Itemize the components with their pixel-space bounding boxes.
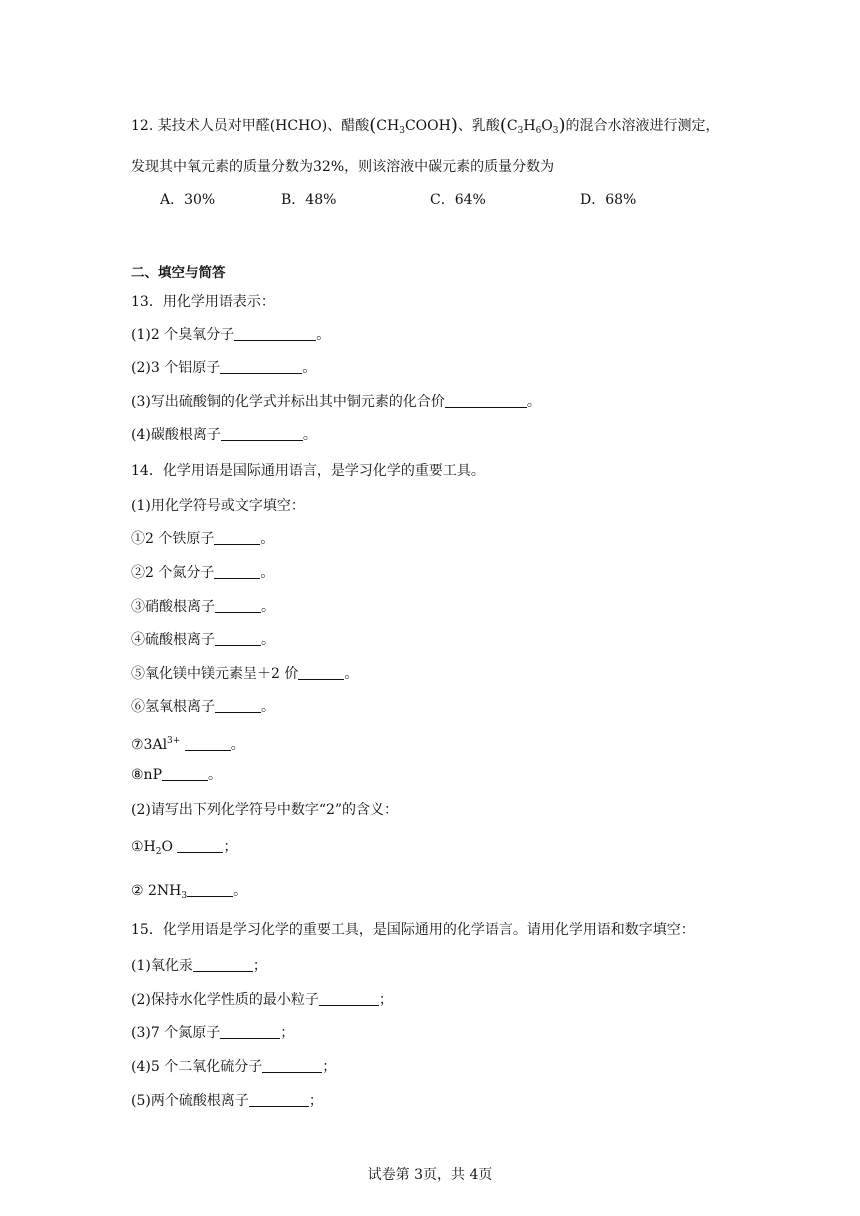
q12-option-a: A．30% bbox=[160, 192, 216, 208]
answer-blank[interactable] bbox=[162, 766, 208, 781]
q14-h2o: $①H_2O$ ； bbox=[131, 839, 238, 857]
answer-blank[interactable] bbox=[214, 530, 260, 545]
answer-blank[interactable] bbox=[234, 326, 316, 341]
q12-option-d: D．68% bbox=[580, 192, 637, 208]
answer-blank[interactable] bbox=[220, 359, 302, 374]
q14-item-5: ⑤氧化镁中镁元素呈＋2 价 。 bbox=[131, 666, 359, 682]
q14-sub1: (1)用化学符号或文字填空： bbox=[131, 498, 305, 514]
answer-blank[interactable] bbox=[215, 631, 261, 646]
answer-blank[interactable] bbox=[215, 698, 261, 713]
answer-blank[interactable] bbox=[214, 564, 260, 579]
q14-item-8: ⑧nP 。 bbox=[131, 767, 222, 783]
lactic-acid-formula: $C_3H_6O_3$ bbox=[506, 118, 559, 136]
q14-stem: 14．化学用语是国际通用语言，是学习化学的重要工具。 bbox=[131, 463, 485, 479]
q13-stem: 13．用化学用语表示： bbox=[131, 294, 275, 310]
q15-item-1: (1)氧化汞 ； bbox=[131, 958, 267, 974]
q13-item-1: (1)2 个臭氧分子 。 bbox=[131, 327, 331, 343]
q15-item-2: (2)保持水化学性质的最小粒子 ； bbox=[131, 992, 393, 1008]
q12-line2: 发现其中氧元素的质量分数为32%，则该溶液中碳元素的质量分数为 bbox=[131, 159, 555, 175]
q14-item-4: ④硫酸根离子 。 bbox=[131, 632, 275, 648]
answer-blank[interactable] bbox=[445, 393, 527, 408]
q15-item-3: (3)7 个氮原子 ； bbox=[131, 1025, 295, 1041]
answer-blank[interactable] bbox=[249, 1092, 309, 1107]
q13-item-4: (4)碳酸根离子 。 bbox=[131, 427, 317, 443]
answer-blank[interactable] bbox=[319, 991, 379, 1006]
q14-item-3: ③硝酸根离子 。 bbox=[131, 599, 275, 615]
answer-blank[interactable] bbox=[221, 426, 303, 441]
q12-line1: 12. 某技术人员对甲醛(HCHO)、醋酸$(CH_3COOH)$、乳酸$(C_3H_6O_3)$的混合水溶液进行测定， bbox=[131, 115, 720, 136]
answer-blank[interactable] bbox=[177, 838, 223, 853]
q14-item-6: ⑥氢氧根离子 。 bbox=[131, 699, 275, 715]
q14-item-7: $⑦3Al^{3+}$ 。 bbox=[131, 736, 245, 753]
q12-option-c: C．64% bbox=[430, 192, 486, 208]
q14-item-1: ①2 个铁原子 。 bbox=[131, 531, 275, 547]
q15-stem: 15．化学用语是学习化学的重要工具，是国际通用的化学语言。请用化学用语和数字填空： bbox=[131, 922, 695, 938]
q15-item-5: (5)两个硫酸根离子 ； bbox=[131, 1093, 323, 1109]
section-heading: 二、填空与简答 bbox=[131, 265, 226, 281]
acetic-acid-formula: $CH_3COOH$ bbox=[376, 118, 451, 136]
answer-blank[interactable] bbox=[187, 882, 233, 897]
q14-nh3: ② $2NH_3$ 。 bbox=[131, 883, 248, 901]
answer-blank[interactable] bbox=[262, 1058, 322, 1073]
answer-blank[interactable] bbox=[215, 598, 261, 613]
q14-sub2: (2)请写出下列化学符号中数字“2”的含义： bbox=[131, 802, 399, 818]
q12-option-b: B．48% bbox=[281, 192, 337, 208]
q15-item-4: (4)5 个二氧化硫分子 ； bbox=[131, 1059, 337, 1075]
q13-item-2: (2)3 个铝原子 。 bbox=[131, 360, 317, 376]
answer-blank[interactable] bbox=[220, 1024, 280, 1039]
q13-item-3: (3)写出硫酸铜的化学式并标出其中铜元素的化合价 。 bbox=[131, 394, 541, 410]
q14-item-2: ②2 个氮分子 。 bbox=[131, 565, 275, 581]
answer-blank[interactable] bbox=[193, 957, 253, 972]
page-footer: 试卷第 3页，共 4页 bbox=[367, 1167, 493, 1183]
answer-blank[interactable] bbox=[298, 665, 344, 680]
answer-blank[interactable] bbox=[185, 736, 231, 751]
